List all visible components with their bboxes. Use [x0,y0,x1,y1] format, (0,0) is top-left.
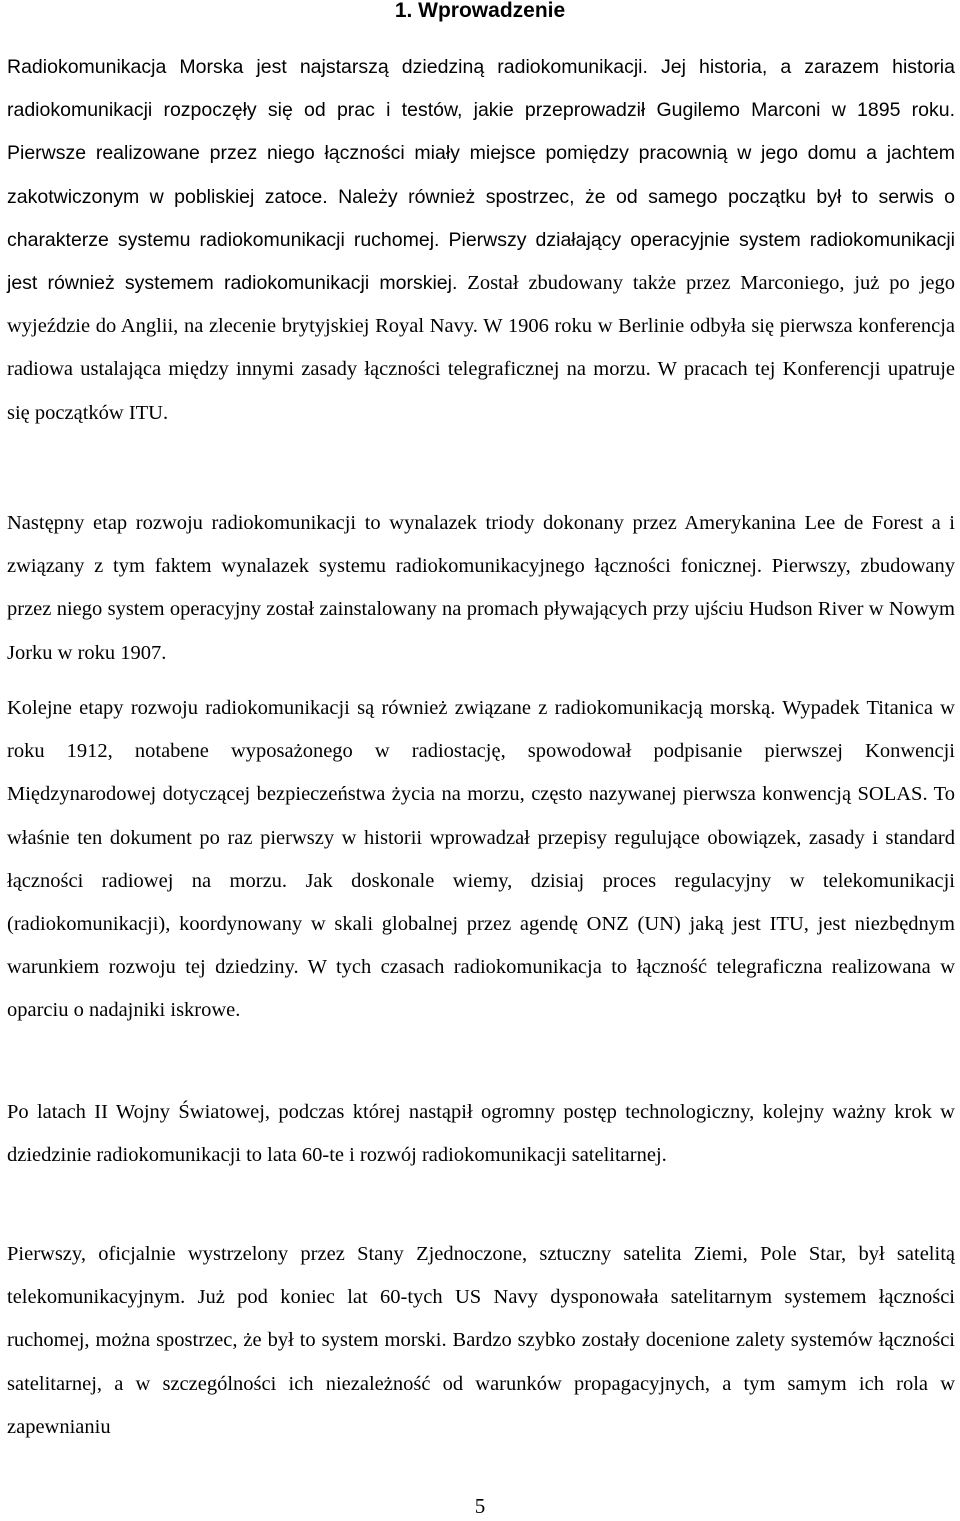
paragraph-5: Pierwszy, oficjalnie wystrzelony przez Stany Zjednoczone, sztuczny satelita Ziemi, Pole Star, był satelitą telekomunikacyjnym. Już pod koniec lat 60-tych US Navy dysponowała satelitarnym systemem łączności ruchomej, można spostrzec, że był to system morski. Bardzo szybko zostały docenione zalety systemów łączności satelitarnej, a w szczególności ich niezależność od warunków propagacyjnych, a tym samym ich rola w zapewnianiu [7,1243,955,1438]
paragraph-2: Następny etap rozwoju radiokomunikacji to wynalazek triody dokonany przez Amerykanina Lee de Forest a i związany z tym faktem wynalazek systemu radiokomunikacyjnego łączności fonicznej. Pierwszy, zbudowany przez niego system operacyjny został zainstalowany na promach pływających przy ujściu Hudson River w Nowym Jorku w roku 1907. [7,512,955,664]
page-number: 5 [474,1494,486,1518]
section-heading: 1. Wprowadzenie [394,0,566,22]
paragraph-4: Po latach II Wojny Światowej, podczas której nastąpił ogromny postęp technologiczny, kolejny ważny krok w dziedzinie radiokomunikacji to lata 60-te i rozwój radiokomunikacji satelitarnej. [7,1101,955,1167]
paragraph-3: Kolejne etapy rozwoju radiokomunikacji są również związane z radiokomunikacją morską. Wypadek Titanica w roku 1912, notabene wyposażonego w radiostację, spowodował podpisanie pierwszej Konwencji Międzynarodowej dotyczącej bezpieczeństwa życia na morzu, często nazywanej pierwsza konwencją SOLAS. To właśnie ten dokument po raz pierwszy w historii wprowadzał przepisy regulujące obowiązek, zasady i standard łączności radiowej na morzu. Jak doskonale wiemy, dzisiaj proces regulacyjny w telekomunikacji (radiokomunikacji), koordynowany w skali globalnej przez agendę ONZ (UN) jaką jest ITU, jest niezbędnym warunkiem rozwoju tej dziedziny. W tych czasach radiokomunikacja to łączność telegraficzna realizowana w oparciu o nadajniki iskrowe. [7,697,955,1022]
paragraph-1-sans-part: Radiokomunikacja Morska jest najstarszą dziedziną radiokomunikacji. Jej historia, a zarazem historia radiokomunikacji rozpoczęły się od prac i testów, jakie przeprowadził Gugilemo Marconi w 1895 roku. Pierwsze realizowane przez niego łączności miały miejsce pomiędzy pracownią w jego domu a jachtem zakotwiczonym w pobliskiej zatoce. Należy również spostrzec, że od samego początku był to serwis o charakterze systemu radiokomunikacji ruchomej. Pierwszy działający operacyjnie system radiokomunikacji jest również systemem radiokomunikacji morskiej. [7,56,955,295]
paragraph-1 [7,46,955,435]
paragraph-1-serif-part: Został zbudowany także przez Marconiego, już po jego wyjeździe do Anglii, na zlecenie brytyjskiej Royal Navy. W 1906 roku w Berlinie odbyła się pierwsza konferencja radiowa ustalająca między innymi zasady łączności telegraficznej na morzu. W pracach tej Konferencji upatruje się początków ITU. [7,272,955,424]
